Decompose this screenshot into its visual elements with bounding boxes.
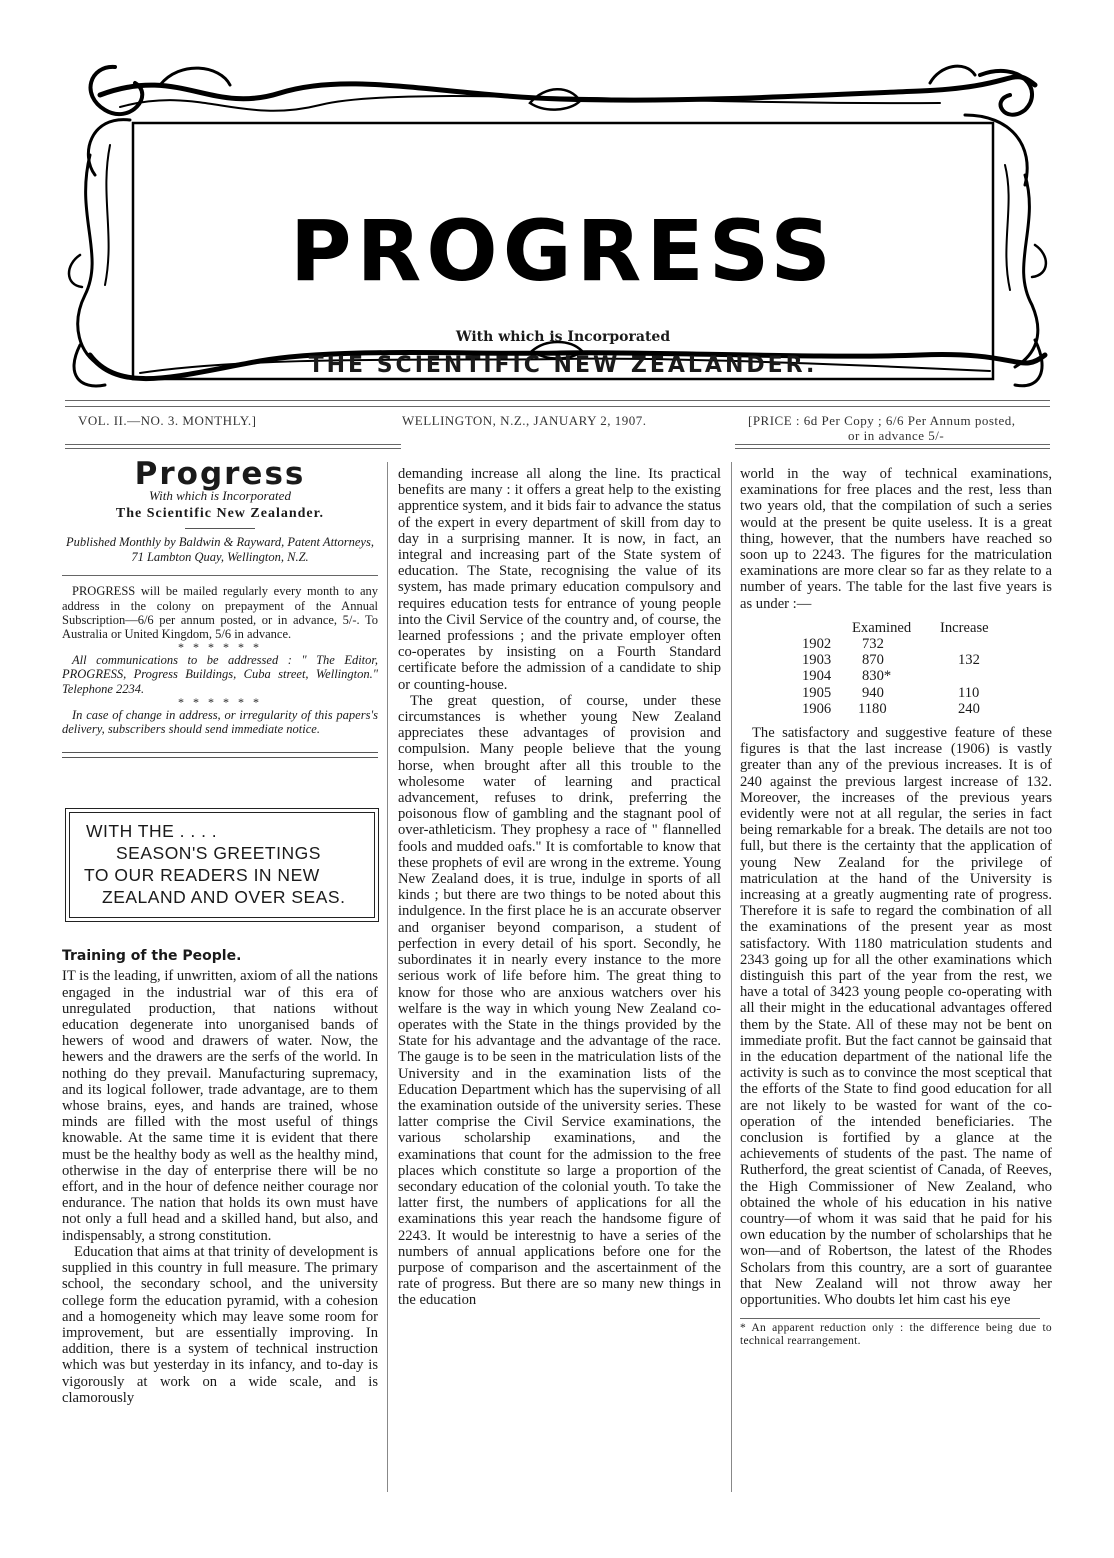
matriculation-table: [740, 620, 1052, 717]
row-year: 1906: [802, 700, 832, 717]
column-divider-1: [387, 462, 388, 1492]
right-column: [740, 466, 1052, 1348]
sidebar-incorporated: With which is Incorporated: [149, 488, 291, 504]
row-year: 1905: [802, 684, 832, 701]
publication-date: WELLINGTON, N.Z., JANUARY 2, 1907.: [402, 413, 647, 428]
table-row: [740, 701, 1052, 717]
publisher-info: Published Monthly by Baldwin & Rayward, Patent Attorneys, 71 Lambton Quay, Wellington, N.Z.: [66, 535, 374, 565]
left-column: [62, 456, 378, 1406]
dateline-bottom-rule-right: [735, 444, 1050, 445]
stars-divider-2: * * * * * *: [178, 694, 262, 709]
header-increase: Increase: [940, 619, 989, 636]
right-paragraph-1: world in the way of technical examinations, examinations for free places and the rest, less than two years old, that the compilation of such a series would at the present be quite useless. It is a great thing, however, that the numbers have reached so soon up to 2243. The figures for the matriculation examinations are more clear so far as they relate to a number of years. The table for the last five years is as under :—: [740, 466, 1052, 612]
volume-number: VOL. II.—NO. 3. MONTHLY.]: [78, 413, 257, 428]
table-header: [740, 620, 1052, 636]
season-greetings-box: [65, 808, 379, 922]
header-examined: Examined: [852, 619, 912, 636]
price-line-1: [PRICE : 6d Per Copy ; 6/6 Per Annum posted,: [748, 413, 1016, 428]
row-increase: 240: [958, 700, 980, 717]
communications-notice: All communications to be addressed : " The Editor, PROGRESS, Progress Buildings, Cuba street, Wellington." Telephone 2234.: [62, 653, 378, 696]
table-row: [740, 652, 1052, 668]
right-paragraph-2: The satisfactory and suggestive feature of these figures is that the last increase (1906) is vastly greater than any of the previous increases. It is of 240 against the previous largest increase of 132. Moreover, the increases of the previous years evidently were not at all regular, the series in fact being remarkable for a break. The details are not too full, but there is the certainty that the application of young New Zealand for the privilege of matriculation at the hand of the University is increasing at a greatly augmenting rate of progress. Therefore it is safe to regard the combination of all the examinations of the present year as most satisfactory. With 1180 matriculation students and 2343 going up for all the other examinations which distinguish this part of the year from the rest, we have a total of 3423 young people co-operating with all their might in the educational advantages offered them by the State. All of these may not be bent on immediate profit. But the fact cannot be gainsaid that in the education department of the national life the activity is such as to convince the most sceptical that the efforts of the State to find good education for all are not likely to be wasted for want of the co-operation of the intended beneficiaries. The conclusion is fortified by a glance at the achievements of students of the past. The name of Rutherford, the great scientist of Canada, of Reeves, the High Commissioner of New Zealand, who obtained the whole of his education in his native country—of whom it was said that he paid for his own education by the number of scholarships that he won—and of Robertson, the latest of the Rhodes Scholars from this country, are a sort of guarantee that New Zealand will not throw away her opportunities. Who doubts let him cast his eye: [740, 724, 1052, 1309]
row-examined: 940: [862, 684, 884, 701]
greeting-line-3: TO OUR READERS IN NEW: [84, 865, 320, 886]
middle-paragraph-2: The great question, of course, under these circumstances is whether young New Zealand appreciates these advantages of provision and compulsion. Many people believe that the young horse, when brought after all this trouble to the wholesome water of learning and practical advancement, refuses to drink, preferring the poisonous flow of gambling and the stagnant pool of over-athleticism. They prophesy a race of " flannelled fools and mudded oafs." It is comfortable to know that these prophets of evil are wrong in the extreme. Young New Zealand does, it is true, indulge in sports of all kinds ; but there are two things to be noted about this indulgence. In the first place he is an accurate observer and organiser beyond comparison, a student of perfection in every detail of his sport. Secondly, he subordinates it in nearly every instance to the more serious work of life before him. The great thing to know for those who are anxious watchers over his welfare is the way in which young New Zealand co-operates with the State in the things provided by the State for his advantage and the advantage of the race. The gauge is to be seen in the matriculation lists of the University and in the examination lists of the Education Department which has the supervising of all the examination outside of the university series. These latter comprise the Civil Service examinations, the various scholarship examinations, and the examinations that count for the admission to the free places which constitute so large a proportion of the secondary education of the colonial youth. To take the latter first, the numbers of applications for all the examinations this year reach the handsome figure of 2243. It would be interestnig to have a series of the numbers of annual applications before one for the purpose of comparison and the ascertainment of the rate of progress. But there are so many new things in the education: [398, 692, 721, 1309]
middle-paragraph-1: demanding increase all along the line. Its practical benefits are many : it offers a great help to the existing apprentice system, and it bids fair to advance the status of the expert in every department of skill from day to day in a surprising manner. It is now, in fact, an integral and increasing part of the State system of education. The State, recognising the value of its system, has made primary education compulsory and requires education tests for entrance of young people into the Civil Service of the country and, of course, the learned professions ; and the private employer often co-operates by insisting on a Fourth Standard certificate before the admission of a candidate to ship or counting-house.: [398, 466, 721, 693]
dateline-bottom-rule-left-2: [65, 448, 401, 449]
greeting-line-2: SEASON'S GREETINGS: [116, 843, 321, 864]
title-box: [133, 123, 993, 379]
row-examined: 1180: [858, 700, 887, 717]
middle-column: [398, 466, 721, 1309]
subscription-notice: PROGRESS will be mailed regularly every month to any address in the colony on prepayment of the Annual Subscription—6/6 per annum posted, or in advance, 5/-. To Australia or United Kingdom, 5/6 in advance.: [62, 584, 378, 642]
masthead-subtitle: With which is Incorporated: [455, 329, 671, 345]
table-row: [740, 668, 1052, 684]
dateline-bottom-rule-right-2: [735, 448, 1050, 449]
row-examined: 870: [862, 652, 884, 669]
masthead-tagline: THE SCIENTIFIC NEW ZEALANDER.: [308, 353, 818, 378]
row-year: 1904: [802, 668, 832, 685]
greeting-line-1: WITH THE . . . .: [86, 821, 218, 842]
notice-block: [62, 584, 378, 736]
dateline-top-rule: [65, 400, 1050, 401]
row-year: 1902: [802, 636, 832, 653]
sidebar-title: Progress: [134, 456, 306, 492]
dateline-top-rule-2: [65, 406, 1050, 407]
price-line-2: or in advance 5/-: [848, 428, 945, 443]
row-increase: 132: [958, 652, 980, 669]
masthead: [60, 55, 1050, 395]
row-examined: 732: [862, 636, 884, 653]
column-divider-2: [731, 462, 732, 1492]
greeting-line-4: ZEALAND AND OVER SEAS.: [102, 887, 346, 908]
article-heading: Training of the People.: [62, 948, 242, 965]
dateline-bottom-rule-left: [65, 444, 401, 445]
footnote-rule: [740, 1318, 1040, 1319]
row-increase: 110: [958, 684, 980, 701]
row-examined: 830*: [862, 668, 892, 685]
article-paragraph-2: Education that aims at that trinity of development is supplied in this country in full measure. The primary school, the secondary school, and the university college form the education pyramid, with a cohesion and a homogeneity which may leave some room for improvement, but are essentially improving. In addition, there is a system of technical instruction which was but yesterday in its infancy, and to-day is vigorously at work on a wide scale, and is clamorously: [62, 1243, 378, 1406]
notice-rule: [62, 575, 378, 576]
stars-divider: * * * * * *: [178, 640, 262, 655]
sidebar-scientific-nz: The Scientific New Zealander.: [115, 506, 325, 522]
masthead-title: PROGRESS: [290, 202, 836, 300]
address-change-notice: In case of change in address, or irregularity of this papers's delivery, subscribers should send immediate notice.: [62, 707, 378, 737]
table-row: [740, 685, 1052, 701]
row-year: 1903: [802, 652, 832, 669]
double-rule: [62, 752, 378, 758]
table-row: [740, 636, 1052, 652]
article-paragraph-1: IT is the leading, if unwritten, axiom of all the nations engaged in the industrial war of this era of unregulated production, that nations without education degenerate into unorganised bands of hewers of wood and drawers of water. Now, the hewers and the drawers are the serfs of the world. In nothing do they prevail. Manufacturing supremacy, and its logical follower, trade advantage, are to them whose brains, eyes, and hands are trained, whose minds are filled with the most useful of things knowable. At the same time it is evident that there must be the healthy body as well as the healthy mind, otherwise in the day of enterprise there will be no effort, and in the hour of defence neither courage nor endurance. The nation that holds its own must have not only a full head and a skilled hand, but also, and indispensably, a strong constitution.: [62, 968, 378, 1244]
footnote: * An apparent reduction only : the difference being due to technical rearrangement.: [740, 1322, 1052, 1348]
short-rule: [185, 528, 255, 529]
